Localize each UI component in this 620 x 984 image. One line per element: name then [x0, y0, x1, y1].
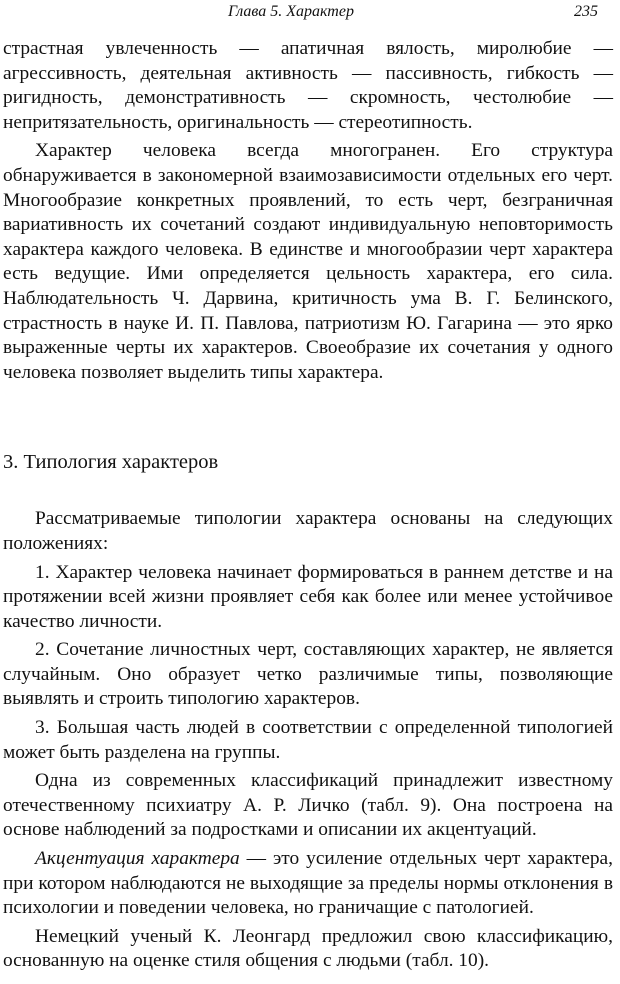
- paragraph-point-2: 2. Сочетание личностных черт, составляющих характер, не является случайным. Оно образует четко различимые типы, позволяющие выявлять и строить типологию характеров.: [3, 639, 613, 710]
- paragraph-character-structure: Характер человека всегда многогранен. Его структура обнаруживается в закономерной взаимозависимости отдельных его черт. Многообразие конкретных проявлений, то есть черт, безграничная вариативность их сочетаний создают индивидуальную неповторимость характера каждого человека. В единстве и многообразии черт характера есть ведущие. Ими определяется цельность характера, его сила. Наблюдательность Ч. Дарвина, критичность ума В. Г. Белинского, страстность в науке И. П. Павлова, патриотизм Ю. Гагарина — это ярко выраженные черты их характеров. Своеобразие их сочетания у одного человека позволяет выделить типы характера.: [3, 140, 613, 383]
- paragraph-typology-intro: Рассматриваемые типологии характера основаны на следующих положениях:: [3, 508, 613, 554]
- paragraph-leonhard: Немецкий ученый К. Леонгард предложил свою классификацию, основанную на оценке стиля общения с людьми (табл. 10).: [3, 925, 613, 972]
- page-body: [3, 37, 613, 974]
- term-accentuation: Акцентуация характера: [35, 848, 240, 870]
- paragraph-point-1: 1. Характер человека начинает формироваться в раннем детстве и на протяжении всей жизни проявляет себя как более или менее устойчивое качество личности.: [3, 561, 613, 632]
- paragraph-continuation: страстная увлеченность — апатичная вялость, миролюбие — агрессивность, деятельная активность — пассивность, гибкость — ригидность, демонстративность — скромность, честолюбие — непритязательность, оригинальность — стереотипность.: [3, 38, 613, 133]
- section-heading: 3. Типология характеров: [3, 451, 219, 474]
- paragraph-point-3: 3. Большая часть людей в соответствии с определенной типологией может быть разделена на группы.: [3, 717, 613, 763]
- chapter-title: Глава 5. Характер: [228, 3, 354, 20]
- paragraph-accentuation: [3, 847, 613, 921]
- page-number: 235: [574, 3, 598, 20]
- running-head: [0, 2, 620, 26]
- accentuation-definition: — это усиление отдельных черт характера, при котором наблюдаются не выходящие за пределы нормы отклонения в психологии и поведении человека, но граничащие с патологией.: [3, 848, 613, 919]
- paragraph-lichko: Одна из современных классификаций принадлежит известному отечественному психиатру А. Р. Личко (табл. 9). Она построена на основе наблюдений за подростками и описании их акцентуаций.: [3, 770, 613, 841]
